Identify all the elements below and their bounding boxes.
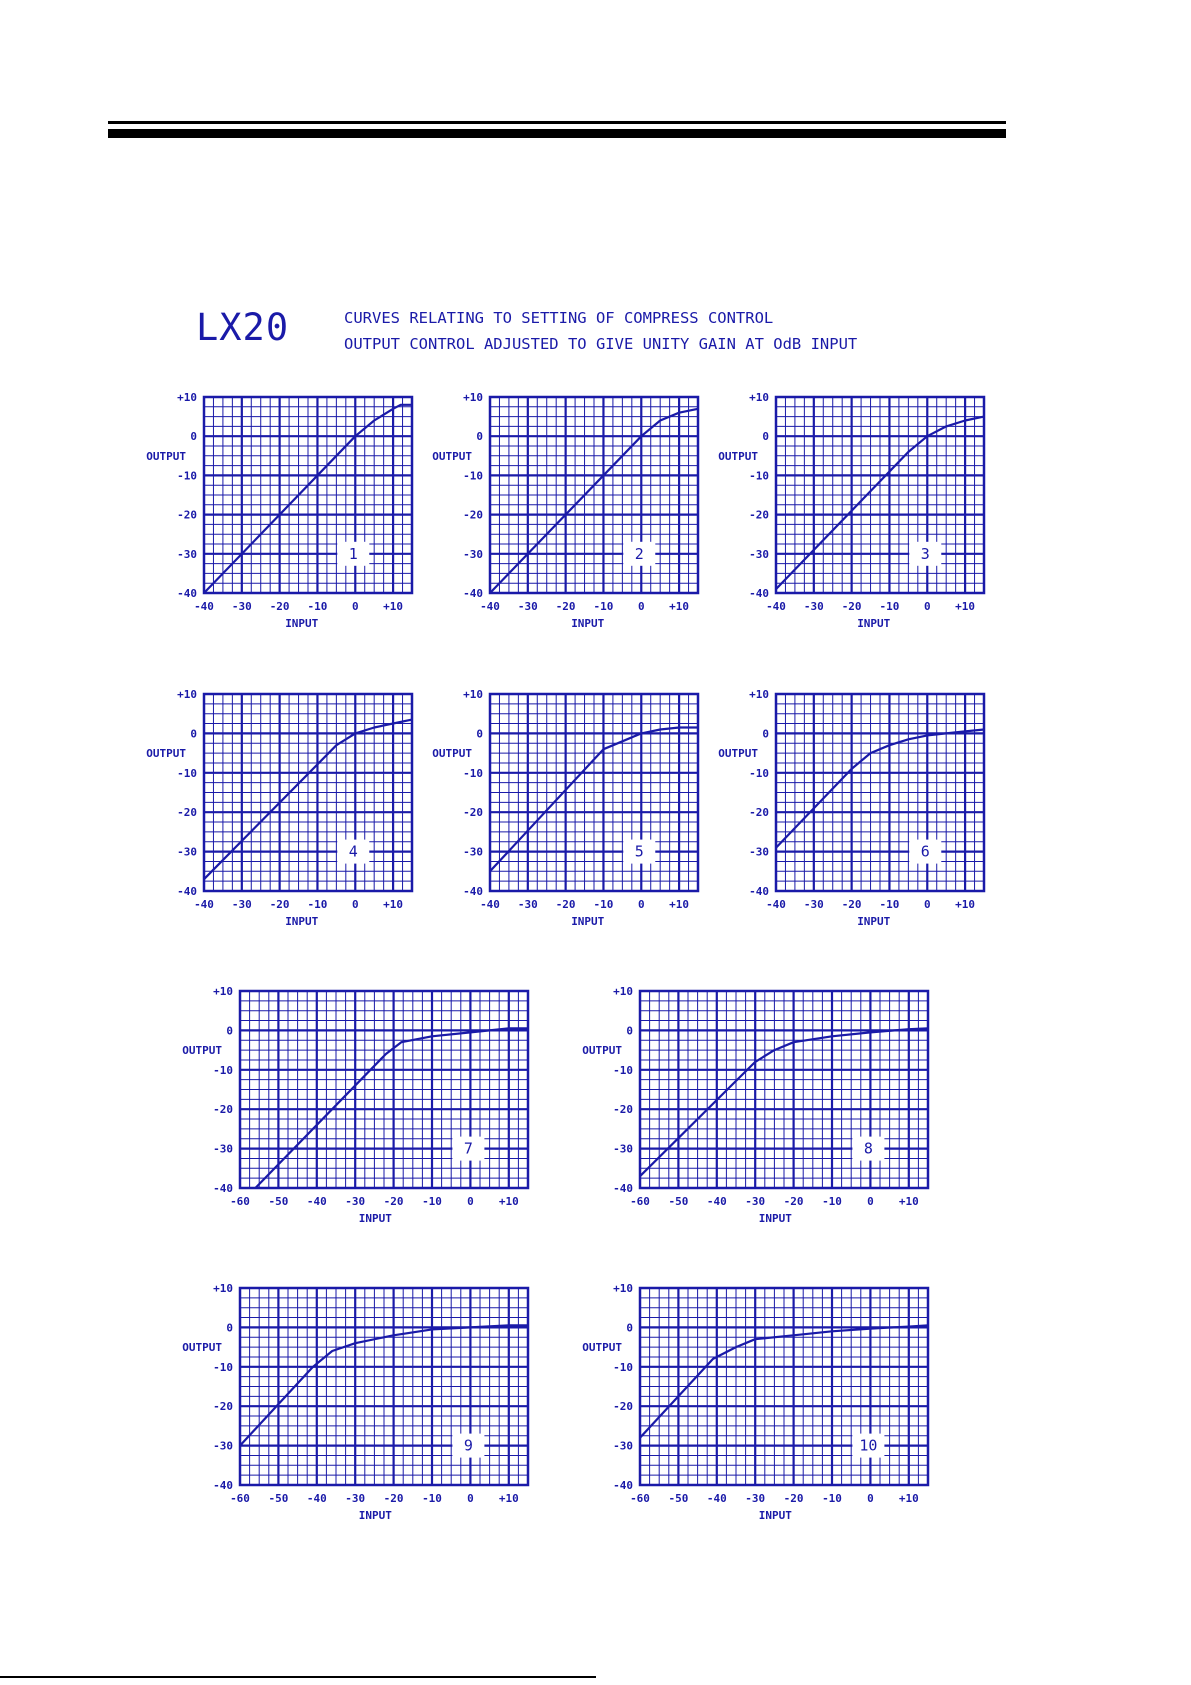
y-tick-label: +10 [463,391,483,404]
y-tick-label: +10 [213,1282,233,1295]
chart-9 [182,1282,528,1522]
y-axis-title: OUTPUT [182,1341,222,1355]
footer-rule [0,1676,596,1678]
x-tick-label: +10 [383,898,404,911]
x-tick-label: +10 [498,1492,519,1505]
x-tick-label: -40 [194,898,214,911]
y-tick-label: -20 [613,1103,633,1117]
y-tick-label: -40 [463,885,483,898]
y-tick-label: -40 [613,1182,633,1195]
x-tick-label: +10 [898,1492,919,1505]
x-tick-label: +10 [955,898,976,911]
y-tick-label: -40 [177,885,197,898]
x-axis-title: INPUT [358,1509,392,1522]
y-tick-label: -20 [213,1400,233,1414]
x-tick-label: -30 [517,600,538,613]
y-axis-title: OUTPUT [146,747,186,761]
y-tick-label: -30 [613,1142,633,1156]
y-tick-label: -30 [613,1439,633,1453]
x-tick-label: -40 [766,898,786,911]
chart-8 [582,985,928,1225]
x-tick-label: 0 [467,1492,474,1505]
y-tick-label: -20 [613,1400,633,1414]
y-axis-title: OUTPUT [146,449,186,463]
x-tick-label: -20 [269,600,290,613]
y-tick-label: -40 [749,885,769,898]
x-tick-label: -10 [307,600,328,613]
y-tick-label: -10 [213,1063,233,1077]
y-tick-label: -30 [213,1439,233,1453]
x-tick-label: -50 [668,1492,689,1505]
x-tick-label: 0 [867,1492,874,1505]
x-tick-label: -10 [307,898,328,911]
x-tick-label: -60 [230,1492,250,1505]
y-axis-title: OUTPUT [718,449,758,463]
y-tick-label: -30 [177,845,197,859]
x-tick-label: -10 [822,1195,842,1208]
x-tick-label: +10 [498,1195,519,1208]
curve-number-label: 10 [859,1436,878,1455]
chart-4 [146,688,412,928]
x-tick-label: -20 [269,898,290,911]
x-tick-label: 0 [637,898,645,911]
x-axis-title: INPUT [857,915,891,928]
y-tick-label: -20 [177,508,197,522]
y-tick-label: -10 [213,1360,233,1374]
y-axis-title: OUTPUT [582,1044,622,1058]
chart-3 [718,391,984,630]
y-tick-label: -10 [177,766,197,780]
y-tick-label: +10 [613,1282,633,1295]
x-tick-label: -20 [783,1195,804,1208]
x-tick-label: -20 [383,1492,404,1505]
y-tick-label: -40 [213,1182,233,1195]
y-tick-label: +10 [213,985,233,998]
y-tick-label: -10 [613,1360,633,1374]
y-tick-label: +10 [749,688,769,701]
y-tick-label: -10 [613,1063,633,1077]
x-tick-label: -10 [879,898,900,911]
curve-number-label: 7 [463,1139,473,1158]
y-tick-label: +10 [177,391,197,404]
x-tick-label: -40 [194,600,214,613]
x-axis-title: INPUT [758,1509,792,1522]
x-tick-label: 0 [637,600,645,613]
x-tick-label: -20 [555,898,576,911]
y-tick-label: -20 [213,1103,233,1117]
x-axis-title: INPUT [285,617,319,630]
x-tick-label: +10 [383,600,404,613]
x-tick-label: -60 [230,1195,250,1208]
x-tick-label: -40 [766,600,786,613]
y-tick-label: -20 [177,806,197,820]
y-tick-label: -10 [749,469,769,483]
x-tick-label: -20 [383,1195,404,1208]
x-tick-label: -60 [630,1492,650,1505]
y-tick-label: 0 [190,727,197,741]
x-tick-label: -10 [593,600,614,613]
x-tick-label: -40 [306,1492,327,1505]
y-tick-label: -10 [463,469,483,483]
x-tick-label: -30 [803,898,824,911]
curve-number-label: 3 [920,544,930,563]
x-tick-label: -10 [879,600,900,613]
x-tick-label: -30 [231,600,252,613]
chart-6 [718,688,984,928]
x-tick-label: -40 [706,1492,727,1505]
x-tick-label: 0 [923,600,931,613]
chart-7 [182,985,528,1225]
y-tick-label: -40 [213,1479,233,1492]
y-axis-title: OUTPUT [432,747,472,761]
x-tick-label: -20 [555,600,576,613]
x-tick-label: -60 [630,1195,650,1208]
y-tick-label: -20 [463,508,483,522]
x-tick-label: -20 [841,600,862,613]
chart-2 [432,391,698,630]
subtitle-line-2: OUTPUT CONTROL ADJUSTED TO GIVE UNITY GAIN AT OdB INPUT [344,335,858,353]
x-tick-label: 0 [351,600,359,613]
x-tick-label: -30 [745,1492,766,1505]
curve-number-label: 6 [920,842,930,861]
y-tick-label: -30 [463,547,483,561]
x-tick-label: -10 [422,1492,442,1505]
x-tick-label: -10 [422,1195,442,1208]
subtitle-line-1: CURVES RELATING TO SETTING OF COMPRESS CONTROL [344,309,774,327]
x-tick-label: -50 [268,1195,289,1208]
x-tick-label: -50 [268,1492,289,1505]
x-axis-title: INPUT [857,617,891,630]
x-tick-label: -30 [231,898,252,911]
y-tick-label: -40 [613,1479,633,1492]
x-tick-label: -30 [803,600,824,613]
curve-number-label: 9 [463,1436,473,1455]
x-tick-label: -50 [668,1195,689,1208]
y-tick-label: -40 [177,587,197,600]
curve-number-label: 4 [348,842,358,861]
y-tick-label: -20 [749,806,769,820]
x-tick-label: -30 [345,1195,366,1208]
y-tick-label: -10 [177,469,197,483]
y-tick-label: 0 [762,430,769,444]
curve-number-label: 2 [634,544,644,563]
y-tick-label: +10 [613,985,633,998]
y-axis-title: OUTPUT [718,747,758,761]
x-tick-label: 0 [467,1195,474,1208]
y-tick-label: 0 [762,727,769,741]
y-axis-title: OUTPUT [182,1044,222,1058]
y-tick-label: 0 [476,430,483,444]
chart-10 [582,1282,928,1522]
y-tick-label: +10 [177,688,197,701]
x-axis-title: INPUT [285,915,319,928]
y-tick-label: 0 [226,1024,233,1038]
x-tick-label: 0 [351,898,359,911]
x-tick-label: -10 [593,898,614,911]
x-tick-label: -40 [480,898,500,911]
curve-number-label: 1 [348,544,358,563]
x-tick-label: -40 [306,1195,327,1208]
y-tick-label: -30 [463,845,483,859]
x-tick-label: -40 [706,1195,727,1208]
y-axis-title: OUTPUT [582,1341,622,1355]
y-tick-label: -30 [213,1142,233,1156]
y-tick-label: -40 [749,587,769,600]
x-tick-label: 0 [923,898,931,911]
y-tick-label: +10 [463,688,483,701]
x-tick-label: -40 [480,600,500,613]
x-tick-label: -30 [745,1195,766,1208]
brand-title: LX20 [196,306,290,349]
curve-number-label: 8 [863,1139,873,1158]
x-tick-label: -30 [517,898,538,911]
x-tick-label: +10 [669,600,690,613]
x-axis-title: INPUT [571,617,605,630]
y-tick-label: 0 [226,1321,233,1335]
x-tick-label: 0 [867,1195,874,1208]
chart-1 [146,391,412,630]
y-tick-label: 0 [626,1321,633,1335]
y-tick-label: -30 [749,547,769,561]
y-tick-label: 0 [626,1024,633,1038]
curve-number-label: 5 [634,842,644,861]
y-tick-label: 0 [190,430,197,444]
x-tick-label: -20 [841,898,862,911]
x-axis-title: INPUT [571,915,605,928]
y-axis-title: OUTPUT [432,449,472,463]
y-tick-label: 0 [476,727,483,741]
y-tick-label: -40 [463,587,483,600]
x-tick-label: -20 [783,1492,804,1505]
x-axis-title: INPUT [758,1212,792,1225]
y-tick-label: -10 [463,766,483,780]
x-axis-title: INPUT [358,1212,392,1225]
x-tick-label: -30 [345,1492,366,1505]
chart-5 [432,688,698,928]
x-tick-label: +10 [898,1195,919,1208]
x-tick-label: +10 [669,898,690,911]
x-tick-label: -10 [822,1492,842,1505]
y-tick-label: -30 [177,547,197,561]
y-tick-label: -20 [463,806,483,820]
y-tick-label: -10 [749,766,769,780]
y-tick-label: -20 [749,508,769,522]
y-tick-label: -30 [749,845,769,859]
y-tick-label: +10 [749,391,769,404]
x-tick-label: +10 [955,600,976,613]
